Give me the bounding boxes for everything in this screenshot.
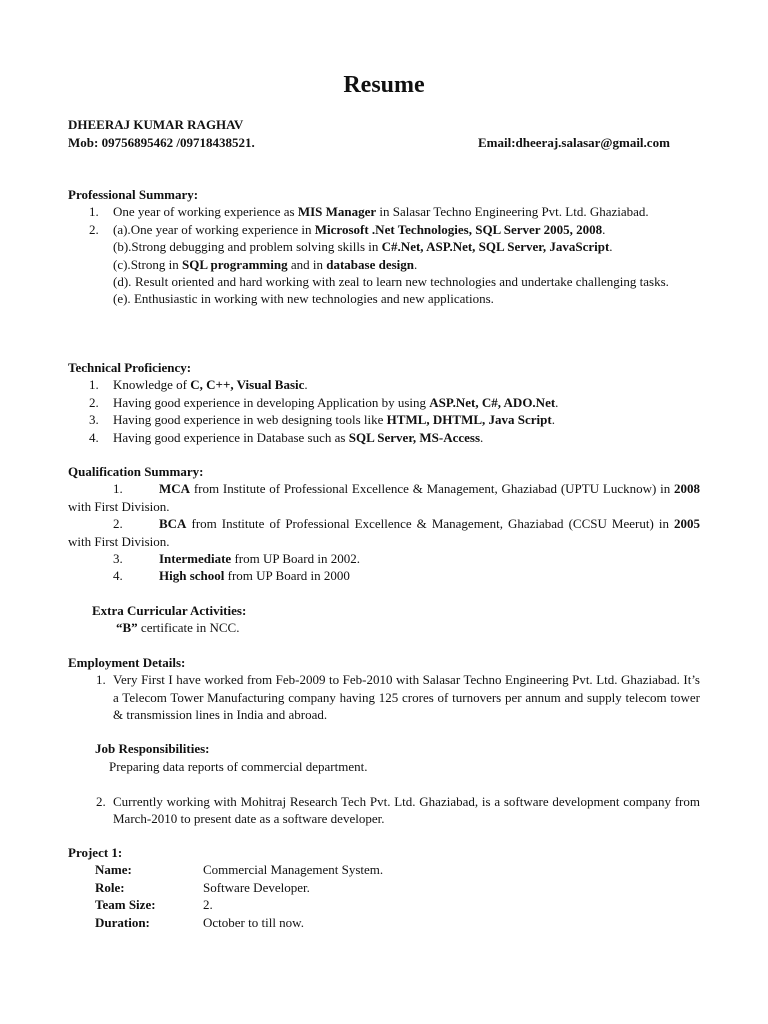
project-field-value: 2. [203, 897, 213, 913]
project-field-value: Software Developer. [203, 879, 310, 895]
item-text: certificate in NCC. [137, 620, 240, 636]
list-item [68, 429, 700, 446]
item-text: . [609, 239, 613, 255]
extra-curricular-section [92, 602, 246, 637]
sub-item [113, 221, 700, 238]
list-number: 1. [89, 377, 99, 393]
project-row [68, 879, 700, 896]
project-details [68, 861, 700, 931]
employment-section [68, 654, 700, 724]
sub-item [113, 256, 700, 273]
project-field-label: Role: [95, 879, 125, 895]
section-heading: Extra Curricular Activities: [92, 603, 247, 618]
item-text: Strong in [130, 256, 182, 272]
list-item [68, 567, 700, 584]
list-item [68, 221, 700, 308]
summary-list [68, 203, 700, 307]
item-text: Result oriented and hard working with zeal to learn new technologies and undertake challenging tasks. [135, 274, 669, 290]
item-bold-text: C#.Net, ASP.Net, SQL Server, JavaScript [381, 239, 610, 255]
project-field-label: Team Size: [95, 897, 156, 913]
item-text: Knowledge of [113, 377, 191, 393]
list-number: 2. [96, 794, 106, 809]
section-heading: Professional Summary: [68, 187, 199, 202]
item-text: Enthusiastic in working with new technologies and new applications. [130, 291, 494, 307]
item-text: One year of working experience in [130, 221, 315, 237]
item-bold-text: ASP.Net, C#, ADO.Net [429, 394, 556, 410]
project-row [68, 896, 700, 913]
job-responsibilities-heading: Job Responsibilities: [95, 741, 210, 756]
list-item [68, 203, 700, 220]
list-item [68, 671, 700, 723]
item-text: . [480, 429, 484, 445]
item-bold-text: Intermediate [159, 551, 232, 567]
list-number: 4. [113, 568, 123, 584]
item-bold-text: C, C++, Visual Basic [190, 377, 305, 393]
item-text: Having good experience in Database such as [113, 429, 349, 445]
item-text: from UP Board in 2000 [224, 568, 350, 584]
item-text: and in [287, 256, 327, 272]
section-heading: Technical Proficiency: [68, 360, 192, 375]
item-text: Having good experience in web designing tools like [113, 412, 387, 428]
sub-item-label: (d). [113, 274, 132, 290]
section-heading: Qualification Summary: [68, 464, 204, 479]
project-row [68, 914, 700, 931]
qualification-summary-section [68, 463, 700, 585]
list-item [68, 394, 700, 411]
section-heading: Project 1: [68, 845, 123, 860]
item-text: Very First I have worked from Feb-2009 to Feb-2010 with Salasar Techno Engineering Pvt. Ltd. Ghaziabad. It’s a Telecom Tower Manufacturing company having 125 crores of turnovers per annum and supply telecom tower & transmission lines in India and abroad. [113, 672, 700, 723]
email-address: Email:dheeraj.salasar@gmail.com [478, 135, 670, 150]
item-text: . [602, 221, 606, 237]
list-number: 2. [89, 394, 99, 410]
item-text: with First Division. [68, 498, 170, 514]
item-bold-text: MIS Manager [297, 204, 377, 220]
item-text: in Salasar Techno Engineering Pvt. Ltd. Ghaziabad. [376, 204, 649, 220]
item-text: from UP Board in 2002. [231, 551, 360, 567]
mobile-number: Mob: 09756895462 /09718438521. [68, 135, 255, 150]
list-item [68, 793, 700, 828]
item-text: . [555, 394, 559, 410]
project-field-value: Commercial Management System. [203, 862, 384, 878]
list-item [68, 411, 700, 428]
sub-item [113, 273, 700, 290]
list-number: 3. [89, 412, 99, 428]
list-number: 1. [89, 204, 99, 220]
sub-item [113, 238, 700, 255]
list-item [68, 376, 700, 393]
item-bold-text: SQL Server, MS-Access [348, 429, 481, 445]
professional-summary-section [68, 186, 700, 308]
item-bold-text: MCA [159, 481, 191, 497]
sub-item-label: (a). [113, 221, 131, 237]
list-number: 1. [96, 672, 106, 688]
item-text: . [551, 412, 555, 428]
list-item [68, 515, 700, 550]
technical-list [68, 376, 700, 446]
list-number: 2. [113, 516, 123, 532]
sub-item-label: (e). [113, 291, 131, 307]
activity-line [92, 619, 246, 636]
list-number: 3. [113, 551, 123, 567]
item-text: from Institute of Professional Excellence & Management, Ghaziabad (CCSU Meerut) in [186, 516, 674, 532]
list-number: 1. [113, 481, 123, 497]
project-field-label: Duration: [95, 914, 150, 930]
item-bold-text: SQL programming [181, 256, 288, 272]
sub-item-label: (b). [113, 239, 132, 255]
item-bold-text: Microsoft .Net Technologies, SQL Server 2005, 2008 [314, 221, 603, 237]
technical-proficiency-section [68, 359, 700, 446]
item-text: One year of working experience as [113, 204, 298, 220]
project-field-value: October to till now. [203, 914, 304, 930]
item-bold-text: High school [159, 568, 225, 584]
list-number: 4. [89, 429, 99, 445]
item-text: from Institute of Professional Excellence & Management, Ghaziabad (UPTU Lucknow) in [190, 481, 674, 497]
list-item [68, 480, 700, 515]
list-item [68, 550, 700, 567]
item-text: . [304, 377, 308, 393]
sub-item [113, 290, 700, 307]
section-heading: Employment Details: [68, 655, 186, 670]
item-bold-text: HTML, DHTML, Java Script [386, 412, 552, 428]
employment-item-2 [68, 793, 700, 828]
item-text: Having good experience in developing Application by using [113, 394, 430, 410]
item-bold-text: 2008 [674, 481, 700, 497]
project-row [68, 861, 700, 878]
item-text: Currently working with Mohitraj Research Tech Pvt. Ltd. Ghaziabad, is a software development company from March-2010 to present date as a software developer. [113, 794, 700, 827]
item-bold-text: 2005 [674, 516, 700, 532]
job-responsibilities-text: Preparing data reports of commercial department. [109, 759, 368, 774]
item-bold-text: BCA [159, 516, 187, 532]
item-text: . [414, 256, 418, 272]
qualification-list [68, 480, 700, 584]
document-title: Resume [343, 72, 425, 98]
list-number: 2. [89, 221, 99, 237]
item-text: with First Division. [68, 533, 170, 549]
project-section [68, 844, 700, 931]
item-bold-text: database design [326, 256, 414, 272]
project-field-label: Name: [95, 862, 132, 878]
item-text: Strong debugging and problem solving skills in [131, 239, 382, 255]
candidate-name: DHEERAJ KUMAR RAGHAV [68, 117, 244, 132]
sub-item-label: (c). [113, 256, 131, 272]
item-bold-text: “B” [116, 620, 138, 636]
